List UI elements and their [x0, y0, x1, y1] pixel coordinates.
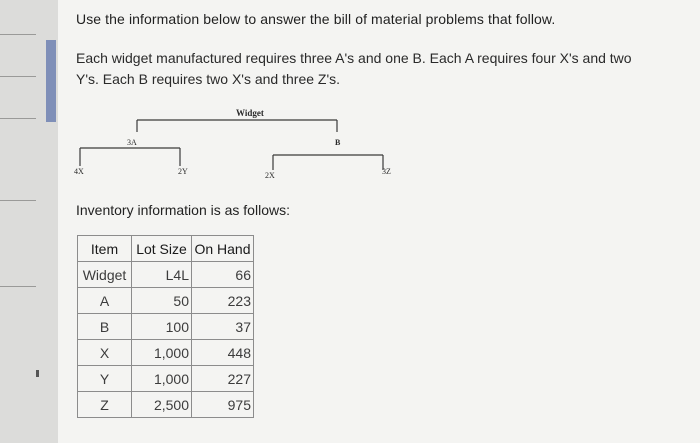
bom-node-label: 3Z	[382, 167, 391, 176]
cell-on-hand: 66	[192, 262, 254, 288]
cell-lot-size: 50	[132, 288, 192, 314]
cell-item: Z	[78, 392, 132, 418]
cell-lot-size: 100	[132, 314, 192, 340]
cell-on-hand: 223	[192, 288, 254, 314]
bom-root-label: Widget	[236, 108, 264, 118]
bom-node-label: 3A	[127, 138, 137, 147]
cell-lot-size: 2,500	[132, 392, 192, 418]
column-header: Lot Size	[132, 236, 192, 262]
column-header: On Hand	[192, 236, 254, 262]
cell-on-hand: 448	[192, 340, 254, 366]
list-marker	[36, 370, 39, 377]
cell-lot-size: 1,000	[132, 340, 192, 366]
cell-item: A	[78, 288, 132, 314]
bom-node-label: 2X	[265, 171, 275, 180]
table-row	[78, 340, 254, 366]
cell-item: Widget	[78, 262, 132, 288]
problem-paragraph: Each widget manufactured requires three A's and one B. Each A requires four X's and two Y's. Each B requires two X's and three Z's.	[76, 50, 632, 87]
table-row	[78, 392, 254, 418]
cell-lot-size: 1,000	[132, 366, 192, 392]
cell-lot-size: L4L	[132, 262, 192, 288]
table-header-row	[78, 236, 254, 262]
rail-divider	[0, 76, 36, 77]
intro-text: Use the information below to answer the bill of material problems that follow.	[76, 11, 556, 27]
cell-item: Y	[78, 366, 132, 392]
bom-diagram	[60, 100, 420, 190]
bom-node-label: 4X	[74, 167, 84, 176]
bom-node-label: B	[335, 138, 341, 147]
accent-bar	[46, 40, 56, 122]
rail-divider	[0, 200, 36, 201]
inventory-heading: Inventory information is as follows:	[76, 202, 290, 218]
rail-divider	[0, 286, 36, 287]
table-row	[78, 262, 254, 288]
cell-on-hand: 975	[192, 392, 254, 418]
bom-node-label: 2Y	[178, 167, 188, 176]
cell-item: X	[78, 340, 132, 366]
column-header: Item	[78, 236, 132, 262]
inventory-table	[77, 235, 254, 418]
rail-divider	[0, 34, 36, 35]
table-row	[78, 366, 254, 392]
cell-on-hand: 227	[192, 366, 254, 392]
cell-on-hand: 37	[192, 314, 254, 340]
cell-item: B	[78, 314, 132, 340]
rail-divider	[0, 118, 36, 119]
table-row	[78, 288, 254, 314]
table-row	[78, 314, 254, 340]
